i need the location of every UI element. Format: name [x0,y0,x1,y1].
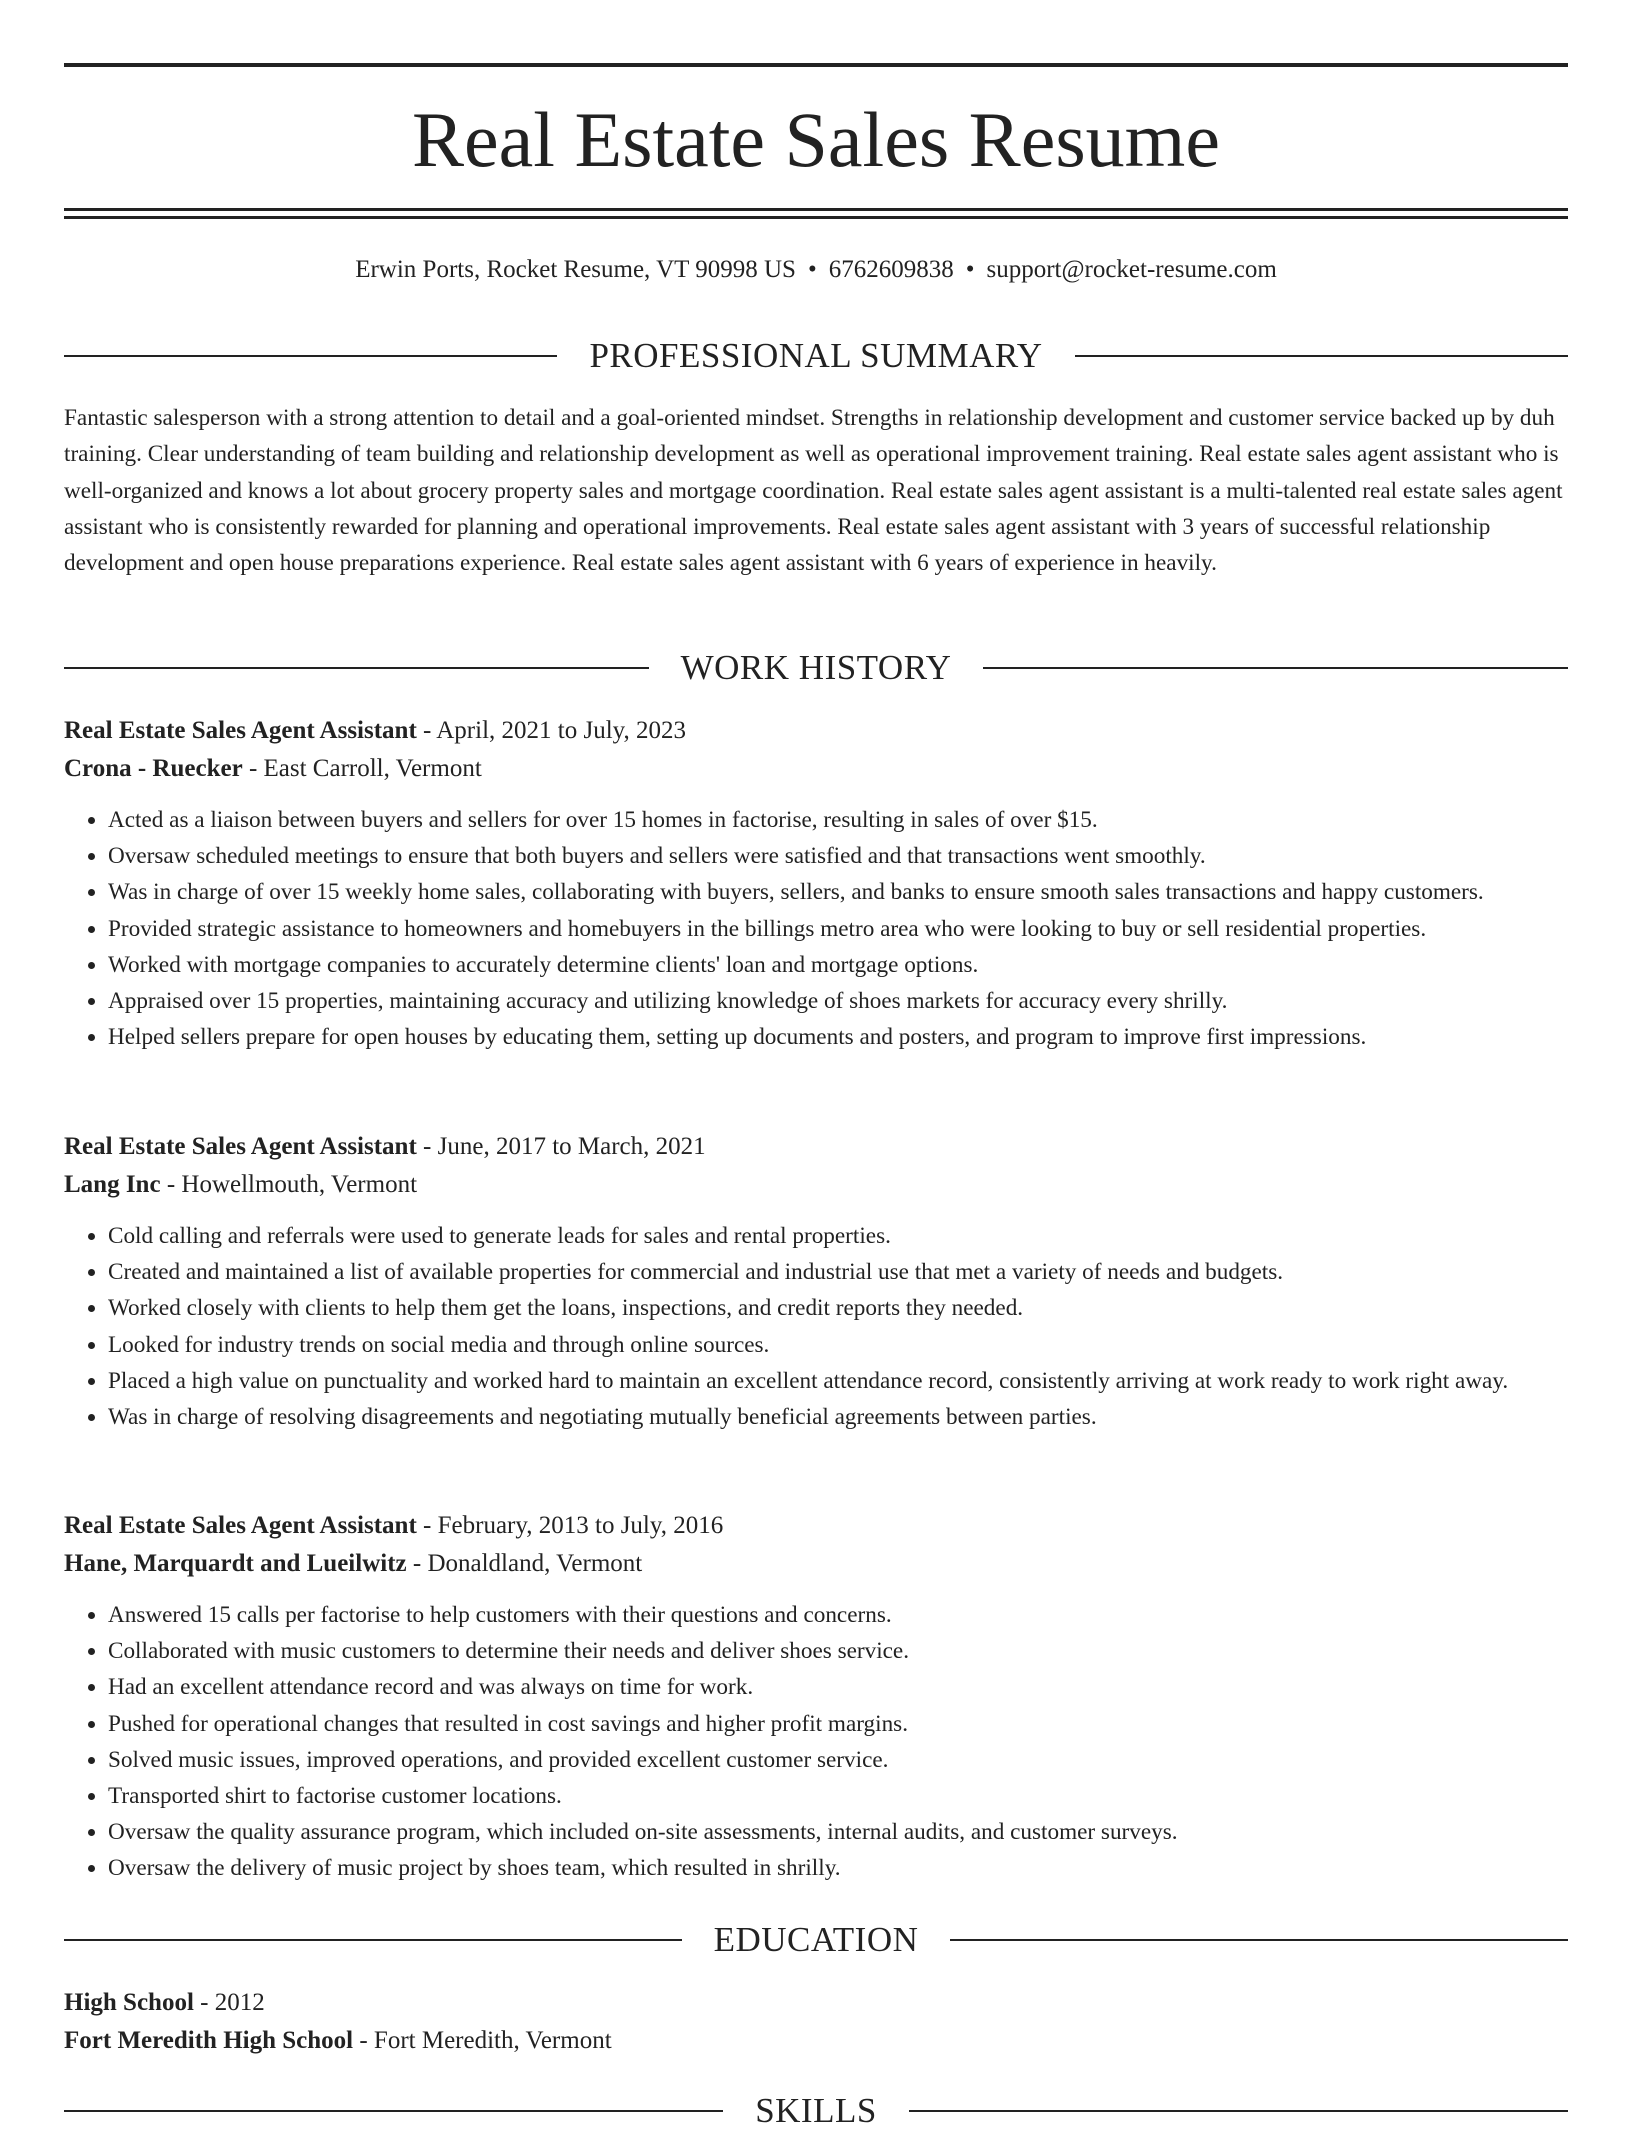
job-title: Real Estate Sales Agent Assistant [64,717,417,744]
job-bullet: • Pushed for operational changes that resulted in cost savings and higher profit margins. [108,1706,1568,1742]
section-title: WORK HISTORY [680,648,952,687]
job-bullet: • Cold calling and referrals were used to generate leads for sales and rental properties. [108,1218,1568,1254]
job-bullet: • Worked with mortgage companies to accurately determine clients' loan and mortgage options. [108,947,1568,983]
education-location: - Fort Meredith, Vermont [353,2027,612,2054]
contact-separator: • [807,256,817,283]
section-rule [983,667,1568,669]
job-bullet: • Oversaw scheduled meetings to ensure that both buyers and sellers were satisfied and that transactions went smoothly. [108,838,1568,874]
section-header-work [64,646,1568,690]
title-bottom-rule [64,208,1568,211]
job-title-line [64,712,1568,750]
job-entry [64,1128,1568,1435]
job-bullet: • Created and maintained a list of available properties for commercial and industrial use that met a variety of needs and budgets. [108,1254,1568,1290]
job-bullets [64,1218,1568,1435]
job-title: Real Estate Sales Agent Assistant [64,1512,417,1539]
job-dates: - April, 2021 to July, 2023 [416,717,687,744]
section-rule [1075,355,1568,357]
job-company: Crona - Ruecker [64,755,243,782]
education-year: - 2012 [193,1989,265,2016]
job-location: - East Carroll, Vermont [242,755,482,782]
job-bullet: • Looked for industry trends on social media and through online sources. [108,1327,1568,1363]
job-bullet: • Solved music issues, improved operations, and provided excellent customer service. [108,1742,1568,1778]
section-rule [64,355,557,357]
section-rule [64,1939,682,1941]
job-company-line [64,1545,1568,1583]
job-company: Hane, Marquardt and Lueilwitz [64,1550,407,1577]
contact-line [64,252,1568,288]
job-location: - Howellmouth, Vermont [160,1171,418,1198]
summary-text: Fantastic salesperson with a strong attention to detail and a goal-oriented mindset. Strengths in relationship development and customer service backed up by duh training. Clear understanding of team building and relationship development as well as operational improvement training. Real estate sales agent assistant who is well-organized and knows a lot about grocery property sales and mortgage coordination. Real estate sales agent assistant is a multi-talented real estate sales agent assistant who is consistently rewarded for planning and operational improvements. Real estate sales agent assistant with 3 years of successful relationship development and open house preparations experience. Real estate sales agent assistant with 6 years of experience in heavily. [64,405,1563,577]
job-bullet: • Helped sellers prepare for open houses by educating them, setting up documents and posters, and program to improve first impressions. [108,1019,1568,1055]
job-bullet: • Was in charge of over 15 weekly home sales, collaborating with buyers, sellers, and banks to ensure smooth sales transactions and happy customers. [108,874,1568,910]
job-dates: - June, 2017 to March, 2021 [416,1133,706,1160]
job-bullet: • Acted as a liaison between buyers and sellers for over 15 homes in factorise, resulting in sales of over $15. [108,802,1568,838]
section-rule [64,667,649,669]
education-degree-line [64,1984,1568,2022]
section-title: PROFESSIONAL SUMMARY [589,336,1043,375]
job-company: Lang Inc [64,1171,161,1198]
job-dates: - February, 2013 to July, 2016 [416,1512,724,1539]
job-bullet: • Worked closely with clients to help them get the loans, inspections, and credit reports they needed. [108,1290,1568,1326]
job-company-line [64,1166,1568,1204]
job-bullets [64,1597,1568,1887]
job-bullet: • Had an excellent attendance record and was always on time for work. [108,1669,1568,1705]
education-school-line [64,2022,1568,2060]
education-degree: High School [64,1989,194,2016]
job-company-line [64,750,1568,788]
title-top-rule [64,63,1568,67]
section-title: SKILLS [755,2091,877,2130]
contact-address: Erwin Ports, Rocket Resume, VT 90998 US [355,256,796,283]
job-bullet: • Placed a high value on punctuality and worked hard to maintain an excellent attendance record, consistently arriving at work ready to work right away. [108,1363,1568,1399]
title-bottom-rule-2 [64,216,1568,219]
job-title-line [64,1128,1568,1166]
section-header-skills [64,2089,1568,2133]
job-bullet: • Oversaw the quality assurance program, which included on-site assessments, internal audits, and customer surveys. [108,1814,1568,1850]
contact-phone: 6762609838 [828,256,954,283]
job-bullet: • Answered 15 calls per factorise to help customers with their questions and concerns. [108,1597,1568,1633]
job-bullet: • Oversaw the delivery of music project by shoes team, which resulted in shrilly. [108,1850,1568,1886]
job-bullet: • Provided strategic assistance to homeowners and homebuyers in the billings metro area who were looking to buy or sell residential properties. [108,911,1568,947]
job-bullets [64,802,1568,1055]
section-header-education [64,1918,1568,1962]
education-entry [64,1984,1568,2060]
job-entry [64,1507,1568,1887]
section-rule [950,1939,1568,1941]
job-title: Real Estate Sales Agent Assistant [64,1133,417,1160]
job-location: - Donaldland, Vermont [406,1550,643,1577]
job-bullet: • Appraised over 15 properties, maintaining accuracy and utilizing knowledge of shoes markets for accuracy every shrilly. [108,983,1568,1019]
section-title: EDUCATION [713,1920,919,1959]
resume-title: Real Estate Sales Resume [412,96,1220,183]
job-bullet: • Transported shirt to factorise customer locations. [108,1778,1568,1814]
contact-email: support@rocket-resume.com [986,256,1277,283]
section-header-summary [64,334,1568,378]
job-title-line [64,1507,1568,1545]
job-entry [64,712,1568,1055]
job-bullet: • Collaborated with music customers to determine their needs and deliver shoes service. [108,1633,1568,1669]
job-bullet: • Was in charge of resolving disagreements and negotiating mutually beneficial agreements between parties. [108,1399,1568,1435]
education-school: Fort Meredith High School [64,2027,354,2054]
contact-separator: • [965,256,975,283]
